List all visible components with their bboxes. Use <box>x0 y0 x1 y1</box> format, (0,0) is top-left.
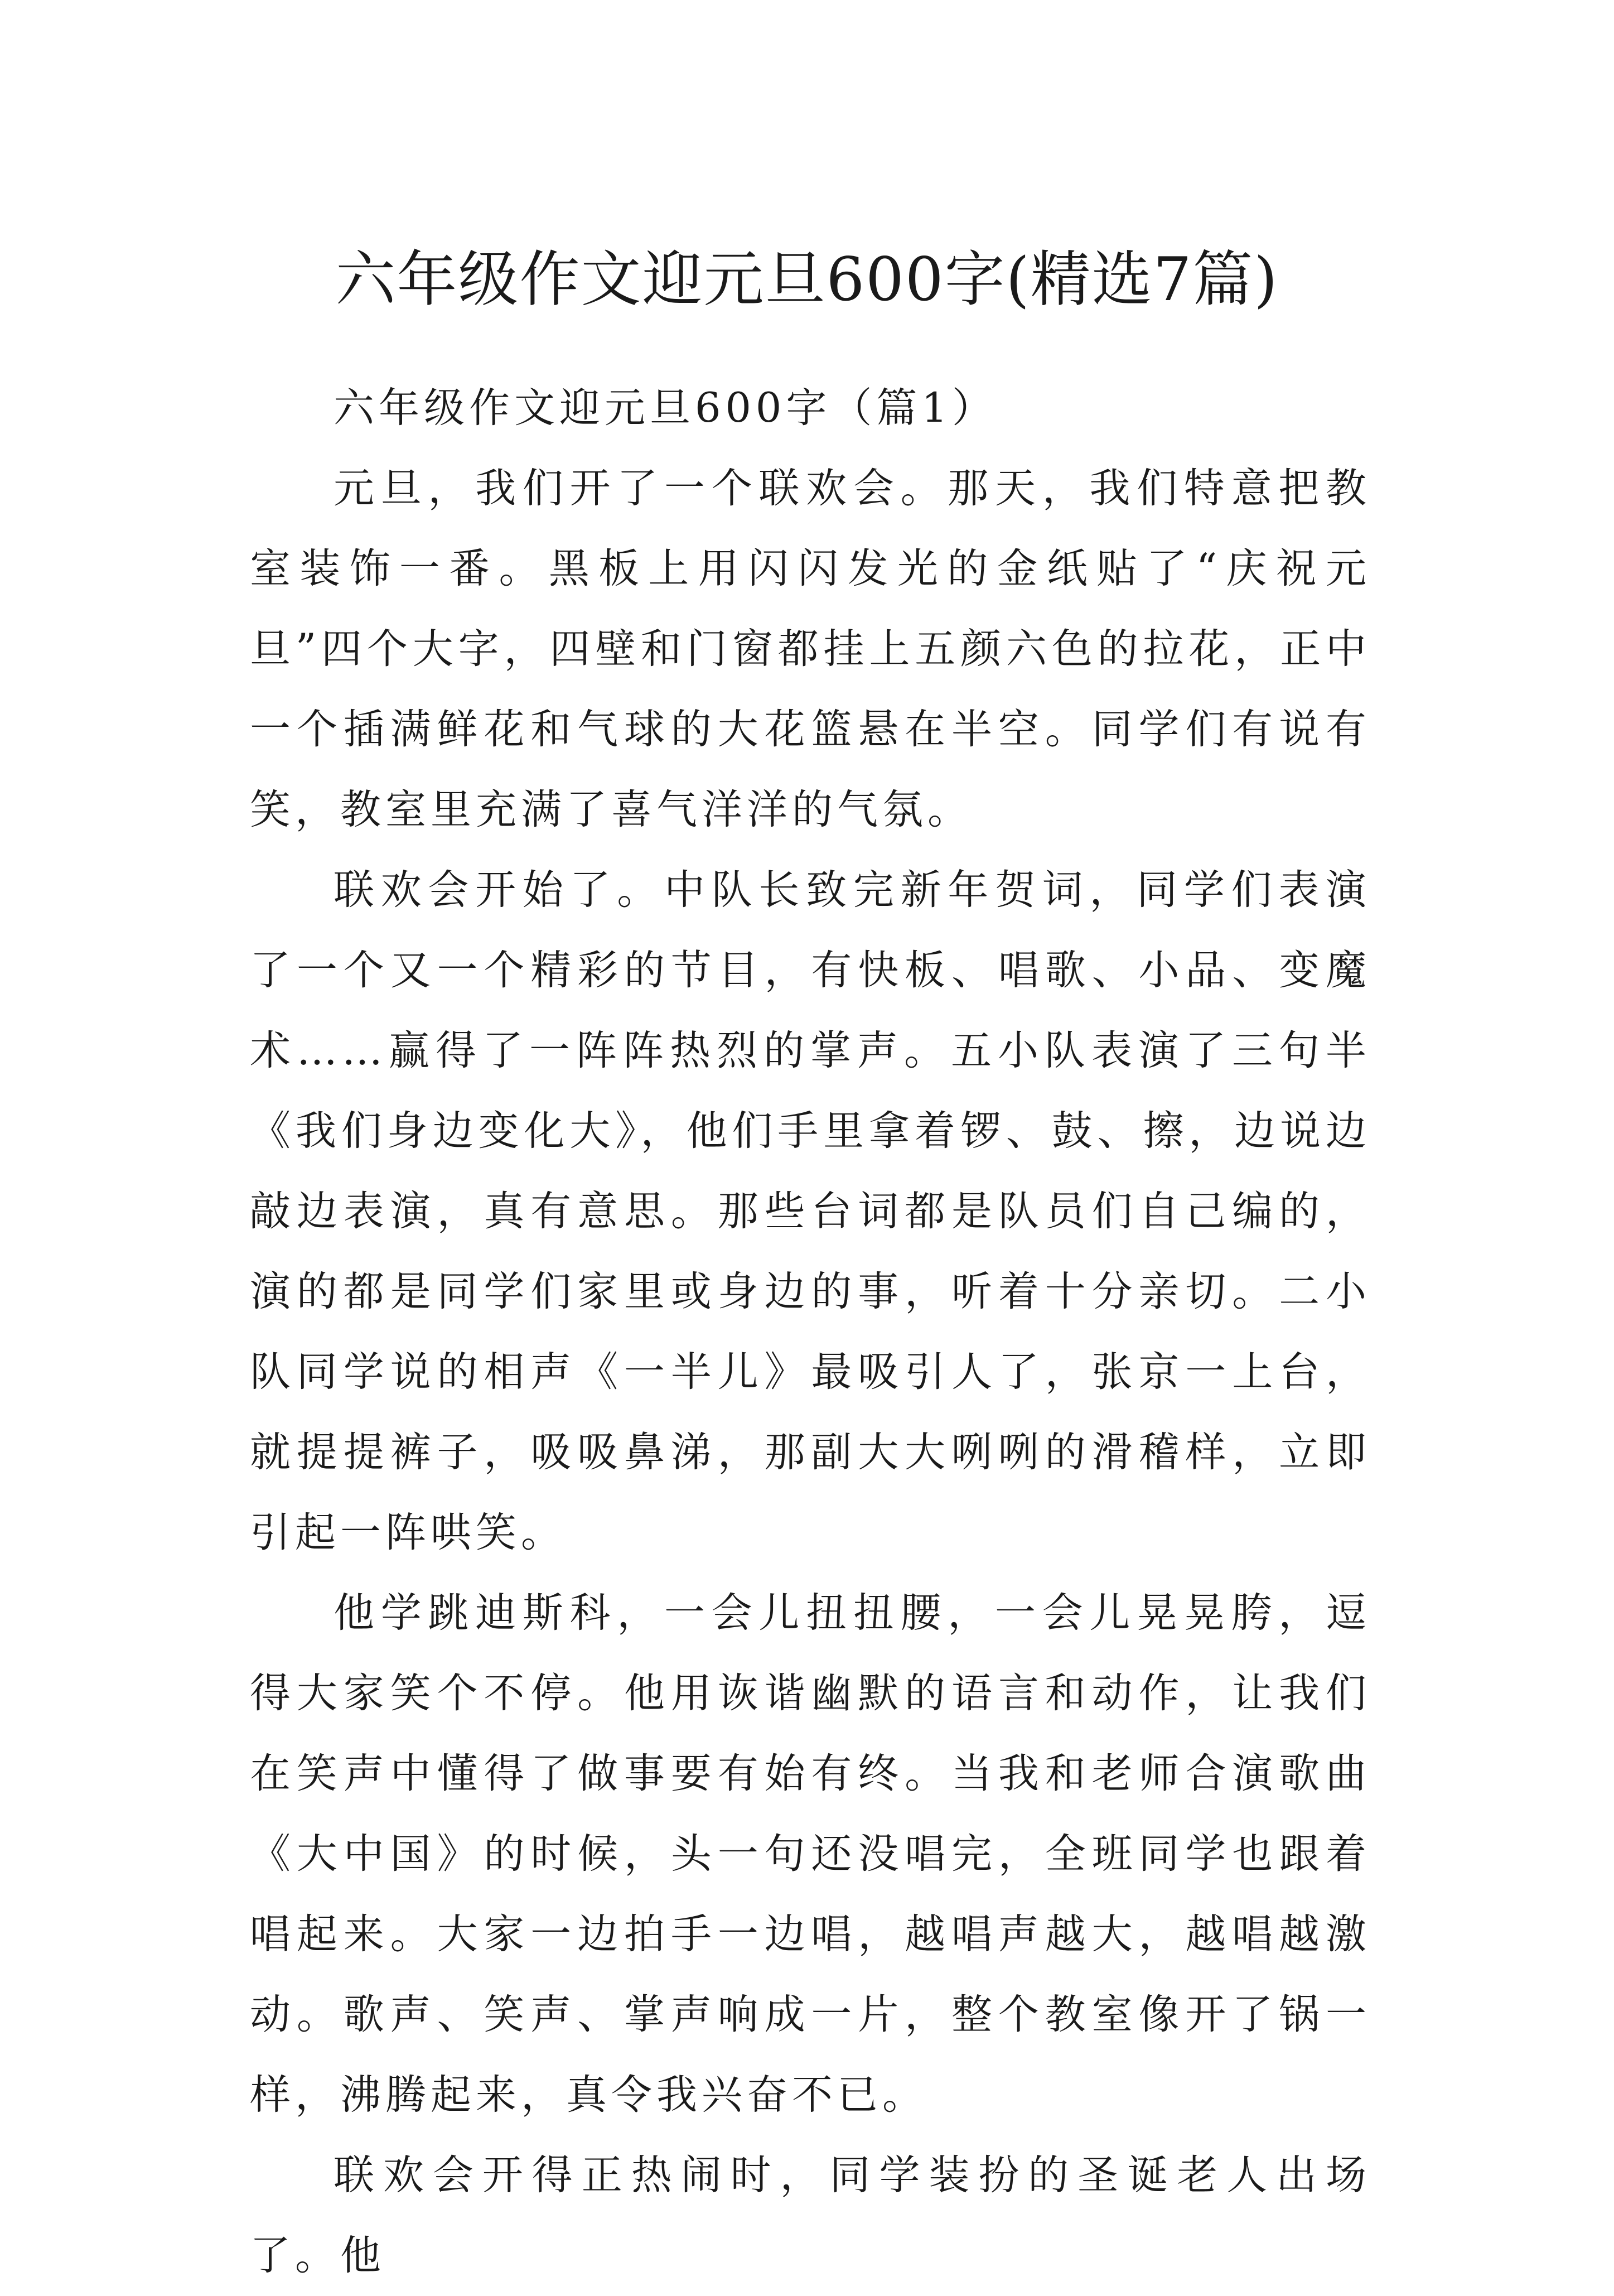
document-title: 六年级作文迎元旦600字(精选7篇) <box>335 245 1279 315</box>
paragraph: 联欢会开始了。中队长致完新年贺词，同学们表演了一个又一个精彩的节目，有快板、唱歌、小品、变魔术……赢得了一阵阵热烈的掌声。五小队表演了三句半《我们身边变化大》，他们手里拿着锣、鼓、擦，边说边敲边表演，真有意思。那些台词都是队员们自己编的，演的都是同学们家里或身边的事，听着十分亲切。二小队同学说的相声《一半儿》最吸引人了，张京一上台，就提提裤子，吸吸鼻涕，那副大大咧咧的滑稽样，立即引起一阵哄笑。 <box>250 866 1371 1556</box>
paragraph: 联欢会开得正热闹时，同学装扮的圣诞老人出场了。他 <box>250 2152 1371 2279</box>
section-heading: 六年级作文迎元旦600字（篇1） <box>334 384 997 432</box>
document-body <box>250 368 1371 2296</box>
paragraph: 他学跳迪斯科，一会儿扭扭腰，一会儿晃晃胯，逗得大家笑个不停。他用诙谐幽默的语言和动作，让我们在笑声中懂得了做事要有始有终。当我和老师合演歌曲《大中国》的时候，头一句还没唱完，全班同学也跟着唱起来。大家一边拍手一边唱，越唱声越大，越唱越激动。歌声、笑声、掌声响成一片，整个教室像开了锅一样，沸腾起来，真令我兴奋不已。 <box>250 1589 1371 2119</box>
paragraph: 元旦，我们开了一个联欢会。那天，我们特意把教室装饰一番。黑板上用闪闪发光的金纸贴了“庆祝元旦”四个大字，四壁和门窗都挂上五颜六色的拉花，正中一个插满鲜花和气球的大花篮悬在半空。同学们有说有笑，教室里充满了喜气洋洋的气氛。 <box>250 465 1371 833</box>
